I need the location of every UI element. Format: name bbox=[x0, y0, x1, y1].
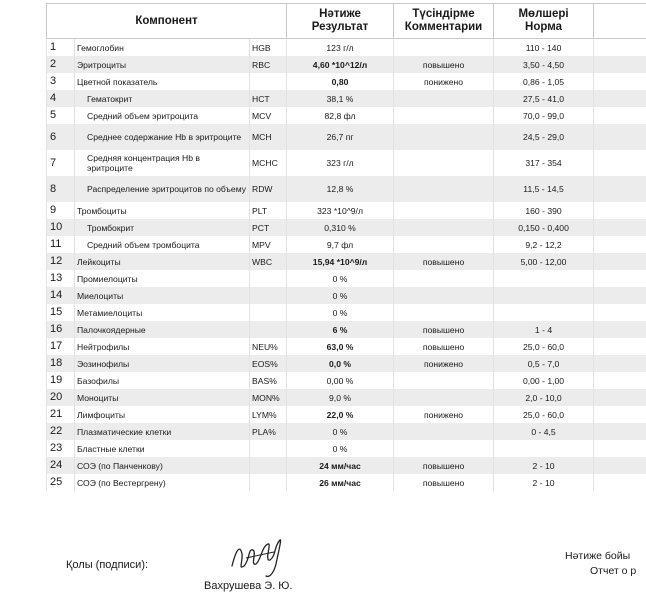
footer-note-line1: Нәтиже бойы bbox=[565, 550, 631, 562]
table-row bbox=[47, 270, 646, 287]
table-row bbox=[47, 457, 646, 474]
result-value: 0 % bbox=[287, 287, 394, 304]
row-spacer bbox=[594, 355, 646, 372]
table-body bbox=[47, 39, 646, 492]
table-row bbox=[47, 372, 646, 389]
component-name: Тромбокрит bbox=[75, 219, 250, 236]
row-spacer bbox=[594, 270, 646, 287]
component-name: Гематокрит bbox=[75, 90, 250, 107]
result-value: 24 мм/час bbox=[287, 457, 394, 474]
result-value: 0,310 % bbox=[287, 219, 394, 236]
comment-value bbox=[394, 372, 494, 389]
norm-value: 3,50 - 4,50 bbox=[494, 56, 594, 73]
comment-value: повышено bbox=[394, 253, 494, 270]
norm-value: 110 - 140 bbox=[494, 39, 594, 57]
header-comment-kz: Түсіндірме bbox=[412, 8, 475, 20]
table-header-row bbox=[47, 4, 646, 39]
component-name: СОЭ (по Вестергрену) bbox=[75, 474, 250, 491]
header-spacer bbox=[594, 4, 646, 39]
norm-value: 11,5 - 14,5 bbox=[494, 176, 594, 202]
result-value: 82,8 фл bbox=[287, 107, 394, 124]
component-name: Средний объем эритроцита bbox=[75, 107, 250, 124]
row-number: 12 bbox=[50, 255, 63, 267]
norm-value: 0,150 - 0,400 bbox=[494, 219, 594, 236]
row-spacer bbox=[594, 372, 646, 389]
result-value: 26,7 пг bbox=[287, 124, 394, 150]
norm-value: 0,5 - 7,0 bbox=[494, 355, 594, 372]
comment-value: повышено bbox=[394, 457, 494, 474]
row-number: 1 bbox=[50, 40, 57, 53]
comment-value bbox=[394, 39, 494, 57]
component-code bbox=[250, 270, 287, 287]
header-comment-ru: Комментарии bbox=[404, 21, 483, 33]
header-comment bbox=[394, 4, 494, 39]
table-row bbox=[47, 321, 646, 338]
row-number: 21 bbox=[50, 408, 63, 420]
row-spacer bbox=[594, 56, 646, 73]
signature-image bbox=[226, 536, 296, 585]
row-number: 22 bbox=[50, 425, 63, 437]
row-number: 17 bbox=[50, 340, 63, 352]
component-code: MPV bbox=[250, 236, 287, 253]
row-number: 14 bbox=[50, 289, 63, 301]
comment-value bbox=[394, 440, 494, 457]
component-code: LYM% bbox=[250, 406, 287, 423]
result-value: 0,00 % bbox=[287, 372, 394, 389]
comment-value bbox=[394, 202, 494, 219]
result-value: 38,1 % bbox=[287, 90, 394, 107]
component-code: MCHC bbox=[250, 150, 287, 176]
row-number: 2 bbox=[50, 58, 57, 70]
norm-value: 25,0 - 60,0 bbox=[494, 338, 594, 355]
row-spacer bbox=[594, 423, 646, 440]
comment-value bbox=[394, 236, 494, 253]
table-row bbox=[47, 73, 646, 90]
norm-value: 25,0 - 60,0 bbox=[494, 406, 594, 423]
comment-value bbox=[394, 90, 494, 107]
result-value: 323 *10^9/л bbox=[287, 202, 394, 219]
result-value: 323 г/л bbox=[287, 150, 394, 176]
row-spacer bbox=[594, 39, 646, 57]
table-row bbox=[47, 124, 646, 150]
component-code: PLT bbox=[250, 202, 287, 219]
comment-value bbox=[394, 124, 494, 150]
component-name: Цветной показатель bbox=[75, 73, 250, 90]
header-norm-ru: Норма bbox=[525, 21, 563, 33]
norm-value: 317 - 354 bbox=[494, 150, 594, 176]
component-code: MON% bbox=[250, 389, 287, 406]
row-number: 9 bbox=[50, 204, 57, 216]
table-row bbox=[47, 389, 646, 406]
norm-value: 160 - 390 bbox=[494, 202, 594, 219]
result-value: 4,60 *10^12/л bbox=[287, 56, 394, 73]
norm-value: 0,00 - 1,00 bbox=[494, 372, 594, 389]
signer-name: Вахрушева Э. Ю. bbox=[204, 580, 293, 592]
component-name: Базофилы bbox=[75, 372, 250, 389]
comment-value bbox=[394, 270, 494, 287]
norm-value: 5,00 - 12,00 bbox=[494, 253, 594, 270]
result-value: 9,7 фл bbox=[287, 236, 394, 253]
row-number: 23 bbox=[50, 442, 63, 454]
row-spacer bbox=[594, 287, 646, 304]
component-name: Промиелоциты bbox=[75, 270, 250, 287]
component-code: NEU% bbox=[250, 338, 287, 355]
component-name: Бластные клетки bbox=[75, 440, 250, 457]
table-row bbox=[47, 176, 646, 202]
norm-value bbox=[494, 304, 594, 321]
comment-value bbox=[394, 304, 494, 321]
comment-value: повышено bbox=[394, 321, 494, 338]
result-value: 15,94 *10^9/л bbox=[287, 253, 394, 270]
norm-value: 27,5 - 41,0 bbox=[494, 90, 594, 107]
row-number: 24 bbox=[50, 459, 63, 471]
row-spacer bbox=[594, 321, 646, 338]
component-code: HGB bbox=[250, 39, 287, 57]
table-row bbox=[47, 440, 646, 457]
norm-value: 0,86 - 1,05 bbox=[494, 73, 594, 90]
comment-value: понижено bbox=[394, 355, 494, 372]
row-number: 25 bbox=[50, 476, 63, 488]
row-spacer bbox=[594, 474, 646, 491]
component-name: Миелоциты bbox=[75, 287, 250, 304]
component-code bbox=[250, 287, 287, 304]
row-number: 4 bbox=[50, 92, 57, 104]
component-code: EOS% bbox=[250, 355, 287, 372]
result-value: 22,0 % bbox=[287, 406, 394, 423]
row-number: 8 bbox=[50, 182, 57, 195]
norm-value: 2 - 10 bbox=[494, 474, 594, 491]
result-value: 0,80 bbox=[287, 73, 394, 90]
comment-value bbox=[394, 287, 494, 304]
component-name: Распределение эритроцитов по объему bbox=[75, 176, 250, 202]
component-code bbox=[250, 321, 287, 338]
lab-results-table bbox=[46, 3, 646, 491]
comment-value: понижено bbox=[394, 73, 494, 90]
component-name: Лимфоциты bbox=[75, 406, 250, 423]
component-code: PCT bbox=[250, 219, 287, 236]
table-row bbox=[47, 219, 646, 236]
row-spacer bbox=[594, 389, 646, 406]
table-row bbox=[47, 236, 646, 253]
result-value: 63,0 % bbox=[287, 338, 394, 355]
result-value: 0 % bbox=[287, 440, 394, 457]
row-spacer bbox=[594, 150, 646, 176]
component-code: WBC bbox=[250, 253, 287, 270]
row-spacer bbox=[594, 73, 646, 90]
norm-value: 70,0 - 99,0 bbox=[494, 107, 594, 124]
table-row bbox=[47, 406, 646, 423]
table-row bbox=[47, 56, 646, 73]
table-row bbox=[47, 202, 646, 219]
row-spacer bbox=[594, 440, 646, 457]
component-name: Средний объем тромбоцита bbox=[75, 236, 250, 253]
row-number: 18 bbox=[50, 357, 63, 369]
comment-value bbox=[394, 150, 494, 176]
result-value: 12,8 % bbox=[287, 176, 394, 202]
row-spacer bbox=[594, 406, 646, 423]
result-value: 0 % bbox=[287, 423, 394, 440]
row-spacer bbox=[594, 107, 646, 124]
row-spacer bbox=[594, 457, 646, 474]
component-name: Эозинофилы bbox=[75, 355, 250, 372]
norm-value: 2,0 - 10,0 bbox=[494, 389, 594, 406]
row-number: 3 bbox=[50, 75, 57, 87]
row-spacer bbox=[594, 124, 646, 150]
header-norm-kz: Мөлшері bbox=[518, 8, 569, 20]
table-row bbox=[47, 304, 646, 321]
row-spacer bbox=[594, 338, 646, 355]
component-name: Моноциты bbox=[75, 389, 250, 406]
component-name: Тромбоциты bbox=[75, 202, 250, 219]
table-row bbox=[47, 287, 646, 304]
result-value: 0 % bbox=[287, 270, 394, 287]
row-number: 6 bbox=[50, 130, 57, 143]
component-code: RBC bbox=[250, 56, 287, 73]
component-code bbox=[250, 457, 287, 474]
row-spacer bbox=[594, 219, 646, 236]
table-row bbox=[47, 253, 646, 270]
component-code bbox=[250, 474, 287, 491]
component-name: Гемоглобин bbox=[75, 39, 250, 57]
row-spacer bbox=[594, 304, 646, 321]
component-code bbox=[250, 73, 287, 90]
row-number: 7 bbox=[50, 156, 57, 169]
comment-value: повышено bbox=[394, 338, 494, 355]
norm-value bbox=[494, 440, 594, 457]
comment-value bbox=[394, 219, 494, 236]
row-spacer bbox=[594, 253, 646, 270]
comment-value bbox=[394, 423, 494, 440]
row-spacer bbox=[594, 236, 646, 253]
comment-value: повышено bbox=[394, 56, 494, 73]
table-row bbox=[47, 39, 646, 57]
component-code: HCT bbox=[250, 90, 287, 107]
comment-value bbox=[394, 389, 494, 406]
table-row bbox=[47, 107, 646, 124]
norm-value bbox=[494, 270, 594, 287]
result-value: 0 % bbox=[287, 304, 394, 321]
component-name: Метамиелоциты bbox=[75, 304, 250, 321]
table-row bbox=[47, 338, 646, 355]
row-number: 5 bbox=[50, 109, 57, 121]
table-row bbox=[47, 150, 646, 176]
table-row bbox=[47, 474, 646, 491]
norm-value: 2 - 10 bbox=[494, 457, 594, 474]
row-number: 11 bbox=[50, 238, 62, 250]
row-spacer bbox=[594, 202, 646, 219]
footer-note-line2: Отчет о р bbox=[590, 565, 637, 577]
comment-value: понижено bbox=[394, 406, 494, 423]
norm-value: 9,2 - 12,2 bbox=[494, 236, 594, 253]
component-code: BAS% bbox=[250, 372, 287, 389]
component-name: Среднее содержание Hb в эритроците bbox=[75, 124, 250, 150]
row-number: 16 bbox=[50, 323, 63, 335]
component-name: Палочкоядерные bbox=[75, 321, 250, 338]
component-code: PLA% bbox=[250, 423, 287, 440]
row-number: 20 bbox=[50, 391, 63, 403]
result-value: 6 % bbox=[287, 321, 394, 338]
result-value: 0,0 % bbox=[287, 355, 394, 372]
component-code: RDW bbox=[250, 176, 287, 202]
component-name: Средняя концентрация Hb в эритроците bbox=[75, 150, 250, 176]
header-component: Компонент bbox=[47, 4, 287, 39]
table-row bbox=[47, 90, 646, 107]
norm-value: 1 - 4 bbox=[494, 321, 594, 338]
result-value: 9,0 % bbox=[287, 389, 394, 406]
norm-value: 0 - 4,5 bbox=[494, 423, 594, 440]
component-name: Плазматические клетки bbox=[75, 423, 250, 440]
component-code: MCV bbox=[250, 107, 287, 124]
comment-value bbox=[394, 107, 494, 124]
result-value: 26 мм/час bbox=[287, 474, 394, 491]
row-number: 13 bbox=[50, 272, 63, 284]
norm-value bbox=[494, 287, 594, 304]
component-name: Эритроциты bbox=[75, 56, 250, 73]
result-value: 123 г/л bbox=[287, 39, 394, 57]
norm-value: 24,5 - 29,0 bbox=[494, 124, 594, 150]
component-code: MCH bbox=[250, 124, 287, 150]
header-norm bbox=[494, 4, 594, 39]
component-name: СОЭ (по Панченкову) bbox=[75, 457, 250, 474]
header-result bbox=[287, 4, 394, 39]
comment-value: повышено bbox=[394, 474, 494, 491]
component-name: Нейтрофилы bbox=[75, 338, 250, 355]
row-spacer bbox=[594, 176, 646, 202]
component-code bbox=[250, 304, 287, 321]
component-code bbox=[250, 440, 287, 457]
row-spacer bbox=[594, 90, 646, 107]
component-name: Лейкоциты bbox=[75, 253, 250, 270]
row-number: 19 bbox=[50, 374, 63, 386]
row-number: 15 bbox=[50, 306, 63, 318]
table-row bbox=[47, 423, 646, 440]
table-row bbox=[47, 355, 646, 372]
header-result-ru: Результат bbox=[311, 21, 369, 33]
signature-label: Қолы (подписи): bbox=[66, 559, 149, 571]
header-result-kz: Нәтиже bbox=[319, 8, 361, 20]
comment-value bbox=[394, 176, 494, 202]
row-number: 10 bbox=[50, 221, 63, 233]
